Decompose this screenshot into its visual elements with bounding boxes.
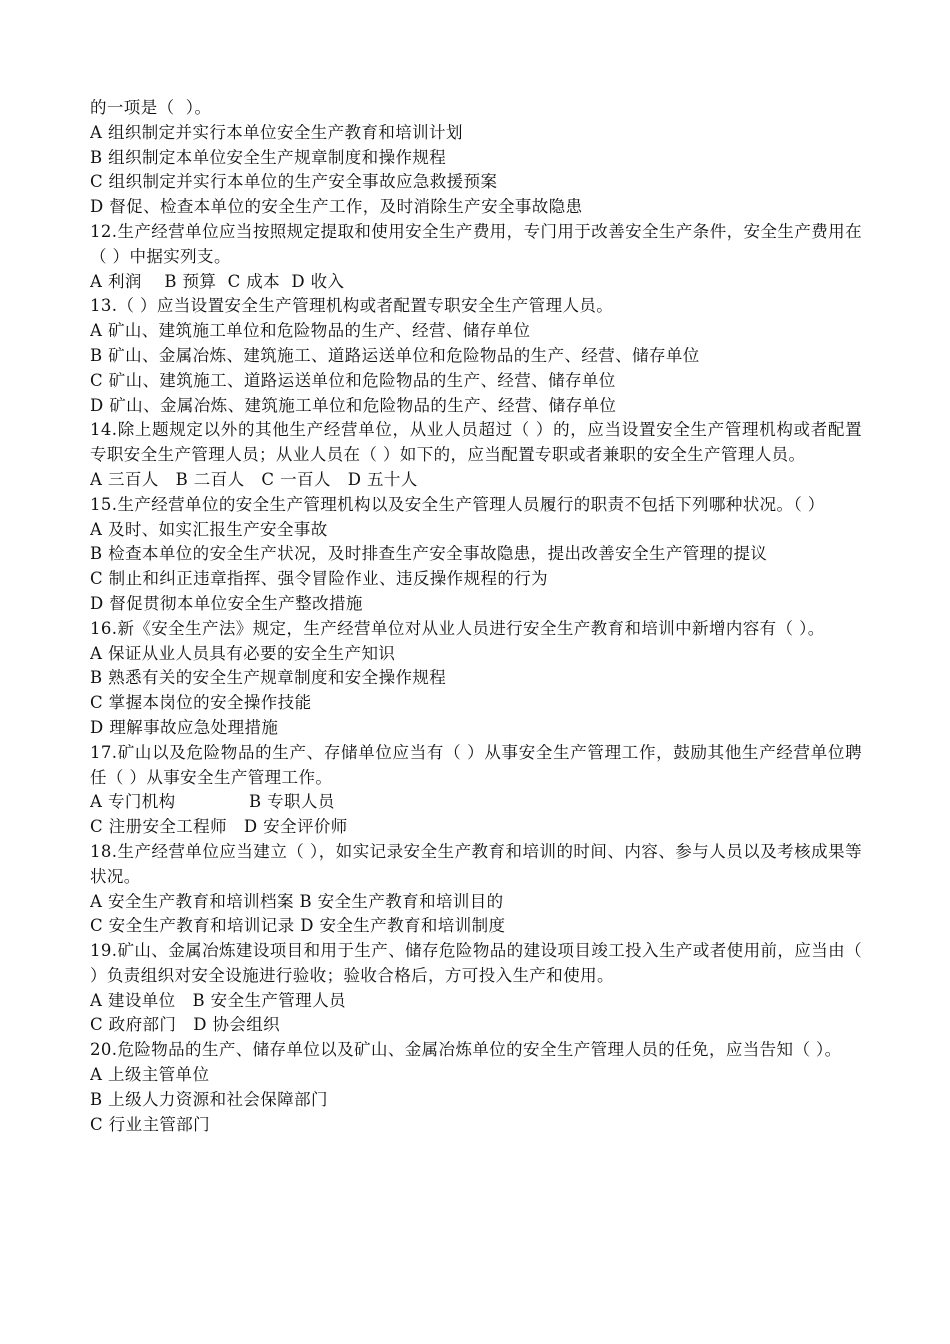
answer-option: D 矿山、金属冶炼、建筑施工单位和危险物品的生产、经营、储存单位 (90, 395, 617, 415)
answer-option: C 行业主管部门 (90, 1114, 211, 1134)
question-stem: 18.生产经营单位应当建立（ ），如实记录安全生产教育和培训的时间、内容、参与人员以及考核成果等状况。 (90, 841, 862, 886)
question-list (90, 96, 862, 1137)
answer-option: A 专门机构 B 专职人员 (90, 792, 335, 812)
document-page (90, 96, 862, 1137)
answer-option: A 三百人 B 二百人 C 一百人 D 五十人 (90, 469, 418, 489)
answer-option: A 建设单位 B 安全生产管理人员 (90, 990, 346, 1010)
question-stem: 13.（ ）应当设置安全生产管理机构或者配置专职安全生产管理人员。 (90, 296, 614, 316)
answer-option: D 督促、检查本单位的安全生产工作，及时消除生产安全事故隐患 (90, 197, 583, 217)
answer-option: A 保证从业人员具有必要的安全生产知识 (90, 643, 396, 663)
answer-option: B 检查本单位的安全生产状况，及时排查生产安全事故隐患，提出改善安全生产管理的提议 (90, 544, 768, 564)
question-stem: 16.新《安全生产法》规定，生产经营单位对从业人员进行安全生产教育和培训中新增内容有（ ）。 (90, 618, 825, 638)
answer-option: B 熟悉有关的安全生产规章制度和安全操作规程 (90, 668, 447, 688)
answer-option: D 理解事故应急处理措施 (90, 717, 279, 737)
question-stem: 12.生产经营单位应当按照规定提取和使用安全生产费用，专门用于改善安全生产条件，安全生产费用在（ ）中据实列支。 (90, 221, 862, 266)
answer-option: D 督促贯彻本单位安全生产整改措施 (90, 593, 363, 613)
answer-option: A 矿山、建筑施工单位和危险物品的生产、经营、储存单位 (90, 321, 531, 341)
answer-option: A 及时、如实汇报生产安全事故 (90, 519, 328, 539)
answer-option: B 矿山、金属冶炼、建筑施工、道路运送单位和危险物品的生产、经营、储存单位 (90, 345, 700, 365)
question-stem: 15.生产经营单位的安全生产管理机构以及安全生产管理人员履行的职责不包括下列哪种状况。（ ） (90, 494, 825, 514)
answer-option: A 组织制定并实行本单位安全生产教育和培训计划 (90, 122, 463, 142)
answer-option: A 安全生产教育和培训档案 B 安全生产教育和培训目的 (90, 891, 504, 911)
answer-option: B 上级人力资源和社会保障部门 (90, 1089, 328, 1109)
answer-option: C 矿山、建筑施工、道路运送单位和危险物品的生产、经营、储存单位 (90, 370, 616, 390)
answer-option: C 掌握本岗位的安全操作技能 (90, 693, 312, 713)
text-line: 的一项是（ ）。 (90, 98, 212, 117)
question-stem: 17.矿山以及危险物品的生产、存储单位应当有（ ）从事安全生产管理工作，鼓励其他生产经营单位聘任（ ）从事安全生产管理工作。 (90, 742, 862, 787)
answer-option: A 利润 B 预算 C 成本 D 收入 (90, 271, 345, 291)
answer-option: B 组织制定本单位安全生产规章制度和操作规程 (90, 147, 447, 167)
answer-option: C 组织制定并实行本单位的生产安全事故应急救援预案 (90, 172, 498, 192)
answer-option: C 政府部门 D 协会组织 (90, 1015, 281, 1035)
answer-option: C 制止和纠正违章指挥、强令冒险作业、违反操作规程的行为 (90, 569, 549, 589)
answer-option: A 上级主管单位 (90, 1065, 210, 1085)
question-stem: 14.除上题规定以外的其他生产经营单位，从业人员超过（ ）的，应当设置安全生产管理机构或者配置专职安全生产管理人员；从业人员在（ ）如下的，应当配置专职或者兼职的安全生产管理人员。 (90, 420, 862, 465)
question-stem: 20.危险物品的生产、储存单位以及矿山、金属冶炼单位的安全生产管理人员的任免，应当告知（ ）。 (90, 1040, 842, 1060)
answer-option: C 安全生产教育和培训记录 D 安全生产教育和培训制度 (90, 916, 506, 936)
question-stem: 19.矿山、金属冶炼建设项目和用于生产、储存危险物品的建设项目竣工投入生产或者使用前，应当由（ ）负责组织对安全设施进行验收；验收合格后，方可投入生产和使用。 (90, 941, 862, 985)
answer-option: C 注册安全工程师 D 安全评价师 (90, 817, 348, 837)
